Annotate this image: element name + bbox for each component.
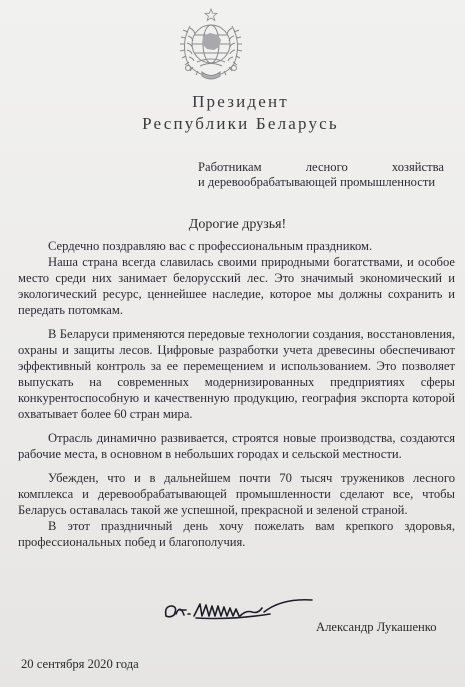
paragraph-3: В Беларуси применяются передовые технологии создания, восстановления, охраны и защиты лесов. Цифровые разработки учета древесины обеспечивают эффективный контроль за ее перемещением и использованием. Это позволяет выпускать на современных модернизированных предприятиях сферы конкурентоспособную и качественную продукцию, география экспорта которой охватывает более 60 стран мира. xyxy=(18,327,455,421)
addressee xyxy=(198,160,444,190)
greeting: Дорогие друзья! xyxy=(188,217,287,232)
handwritten-signature xyxy=(162,596,322,622)
addressee-line-2: и деревообрабатывающей промышленности xyxy=(198,175,436,189)
paragraph-4: Отрасль динамично развивается, строятся новые производства, создаются рабочие места, в основном в небольших городах и сельской местности. xyxy=(18,431,455,461)
paragraph-2: Наша страна всегда славилась своими природными богатствами, и особое место среди них занимает белорусский лес. Это значимый экономический и экологический ресурс, ценнейшее наследие, которое мы должны сохранить и передать потомкам. xyxy=(18,255,455,317)
header-title-president: Президент xyxy=(192,92,289,111)
addressee-line-1: Работникам лесного хозяйства xyxy=(198,160,444,174)
paragraph-1: Сердечно поздравляю вас с профессиональным праздником. xyxy=(48,239,373,253)
signer-name: Александр Лукашенко xyxy=(316,620,437,634)
letter-body xyxy=(18,238,455,550)
paragraph-6: В этот праздничный день хочу пожелать вам крепкого здоровья, профессиональных побед и благополучия. xyxy=(18,519,455,549)
state-emblem-icon xyxy=(174,6,248,82)
letter-date: 20 сентября 2020 года xyxy=(21,657,139,671)
paragraph-5: Убежден, что и в дальнейшем почти 70 тысяч тружеников лесного комплекса и деревообрабатывающей промышленности сделают все, чтобы Беларусь оставалась такой же успешной, прекрасной и зеленой страной. xyxy=(18,471,455,517)
header-title-republic: Республики Беларусь xyxy=(142,114,339,133)
